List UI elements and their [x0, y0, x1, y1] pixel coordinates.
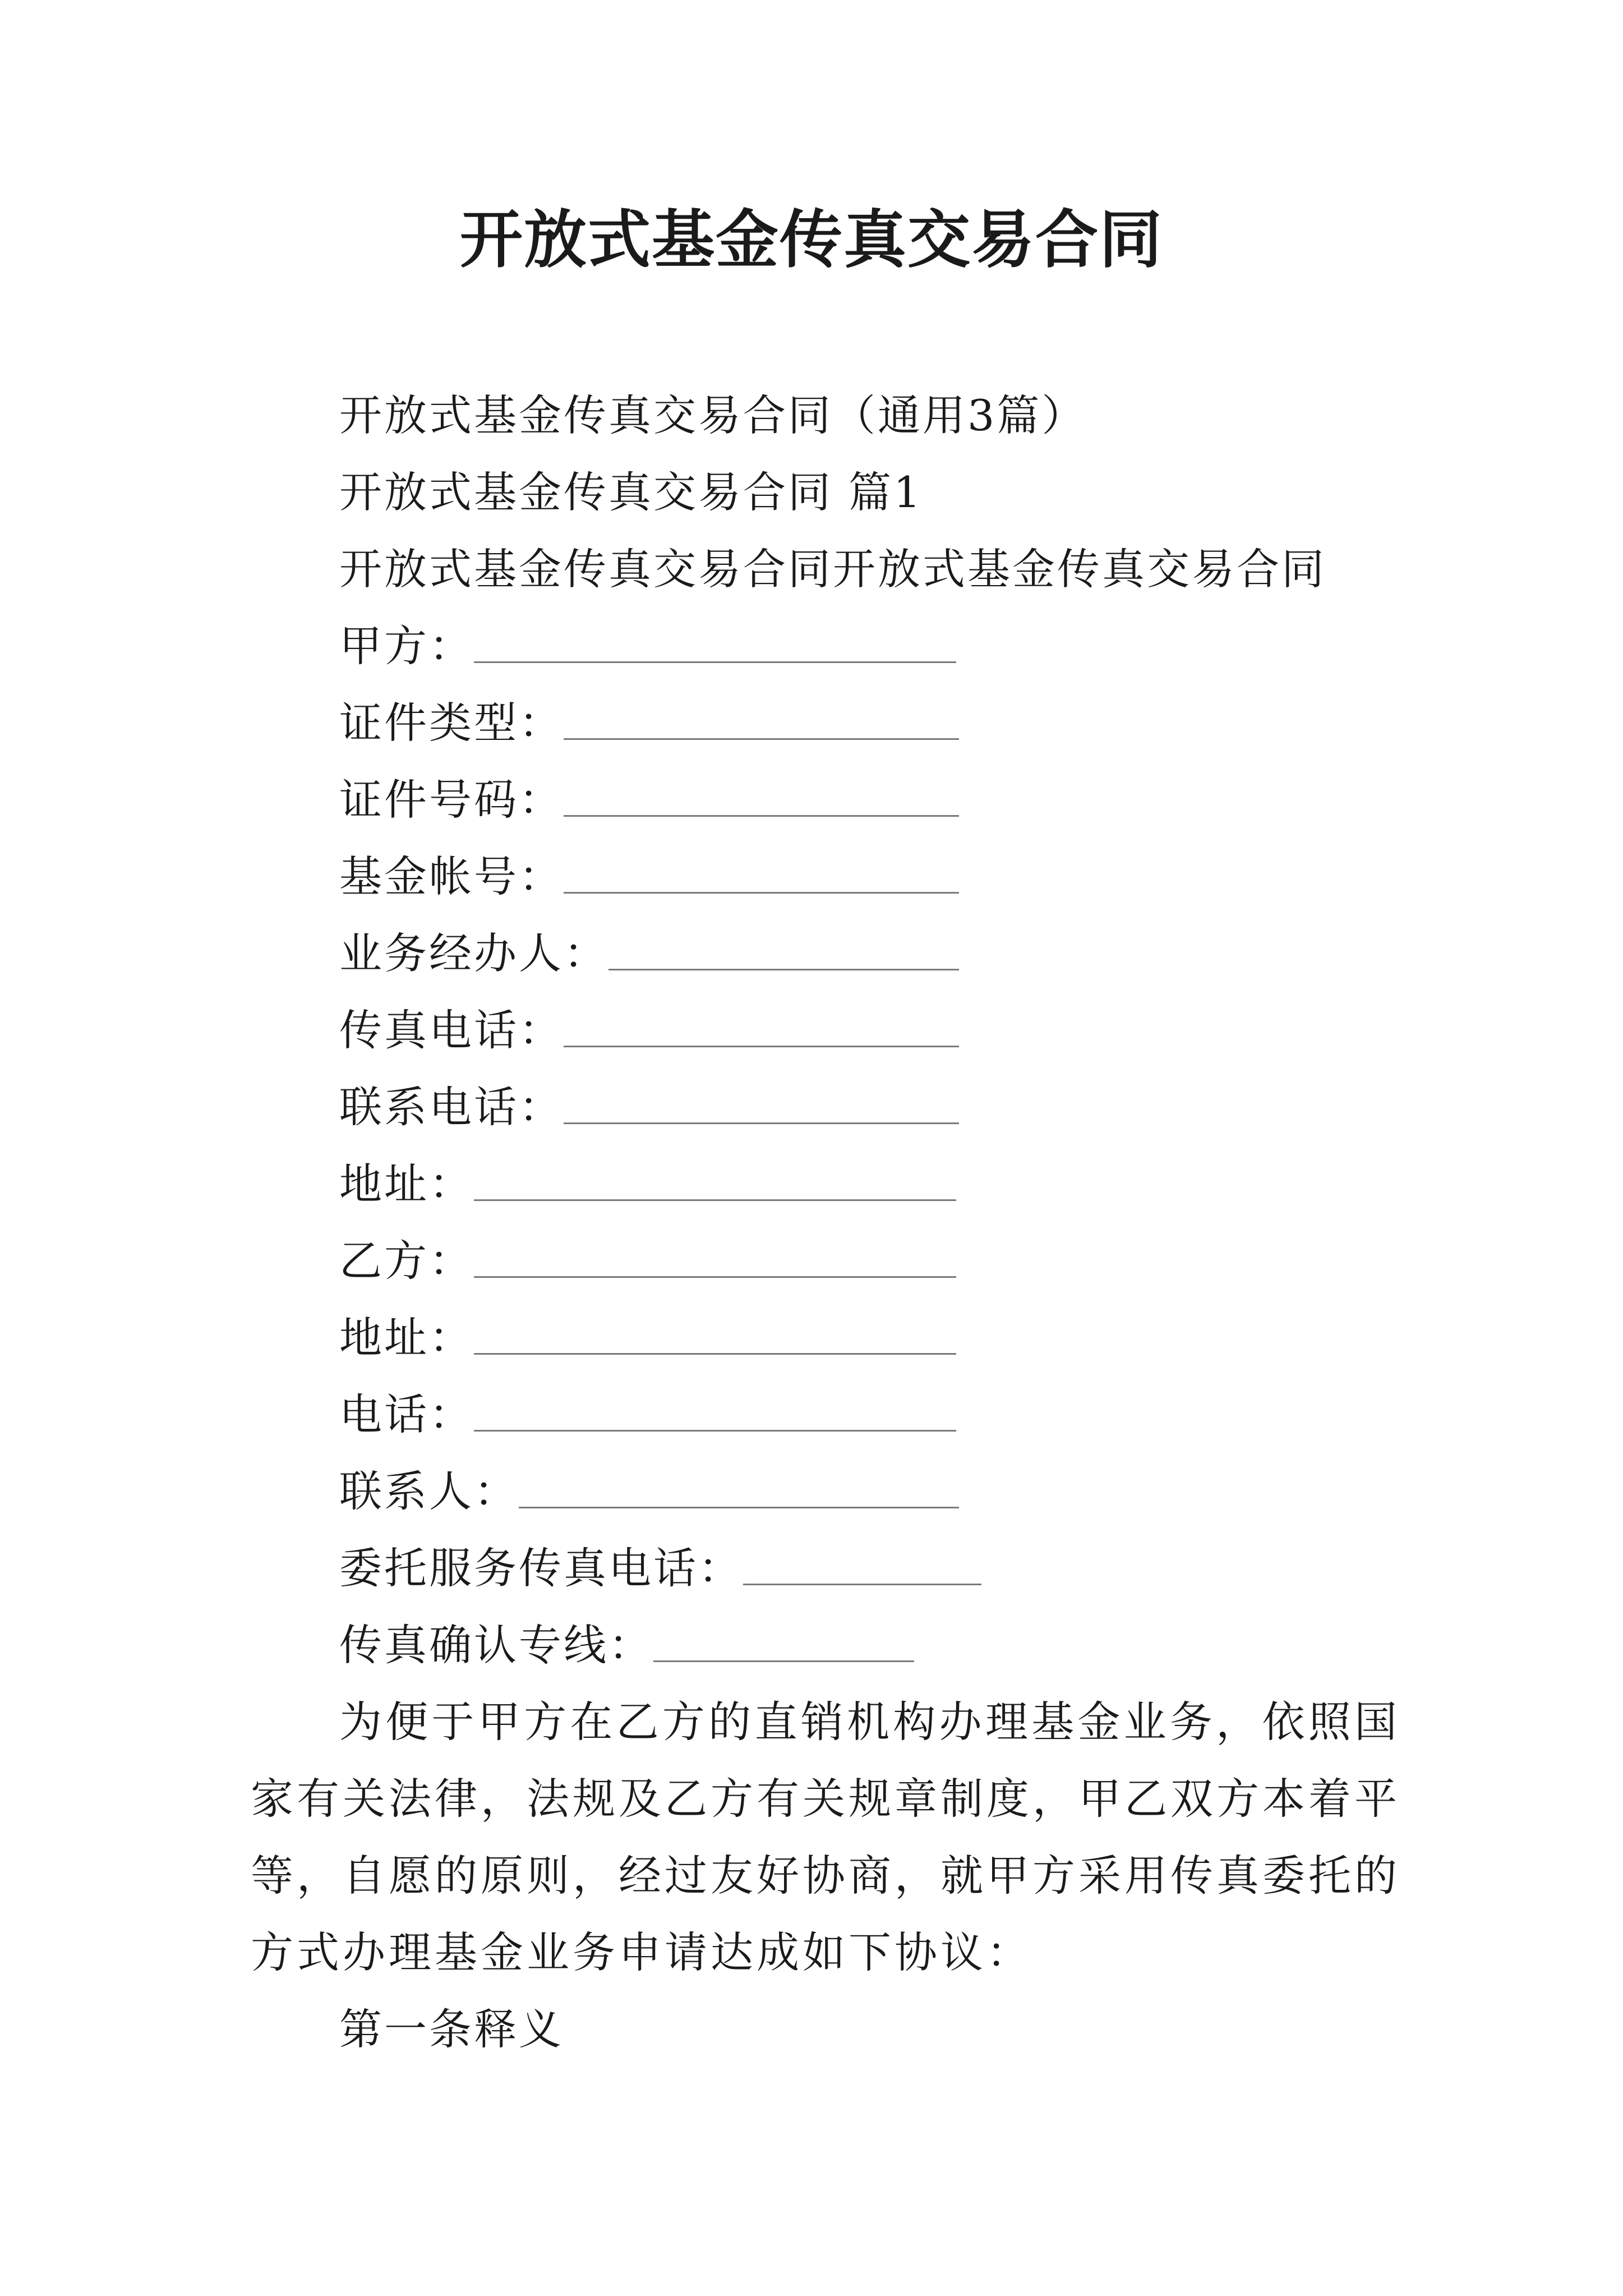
field-address-a	[251, 1145, 1412, 1222]
field-fax	[251, 992, 1412, 1069]
field-fax-confirm	[251, 1607, 1412, 1683]
field-party-a	[251, 608, 1412, 684]
field-label: 传真电话：	[339, 1005, 564, 1055]
fill-in-blank[interactable]	[564, 815, 959, 817]
fill-in-blank[interactable]	[474, 1276, 956, 1278]
field-party-b	[251, 1222, 1412, 1299]
fill-in-blank[interactable]	[564, 1122, 959, 1124]
field-id-number	[251, 761, 1412, 838]
field-service-fax	[251, 1530, 1412, 1607]
fill-in-blank[interactable]	[564, 1046, 959, 1047]
field-label: 联系电话：	[339, 1082, 564, 1132]
field-fund-account	[251, 838, 1412, 915]
field-label: 地址：	[339, 1313, 474, 1363]
field-id-type	[251, 684, 1412, 761]
field-phone	[251, 1069, 1412, 1145]
field-label: 证件类型：	[339, 698, 564, 748]
document-title: 开放式基金传真交易合同	[460, 203, 1163, 277]
fill-in-blank[interactable]	[608, 969, 959, 970]
fill-in-blank[interactable]	[564, 738, 959, 740]
field-label: 电话：	[339, 1389, 474, 1439]
field-label: 传真确认专线：	[339, 1620, 653, 1670]
field-label: 地址：	[339, 1159, 474, 1209]
fill-in-blank[interactable]	[564, 892, 959, 894]
fill-in-blank[interactable]	[474, 1199, 956, 1201]
field-label: 委托服务传真电话：	[339, 1543, 743, 1593]
fill-in-blank[interactable]	[653, 1660, 914, 1662]
part-heading: 开放式基金传真交易合同 篇1	[339, 467, 923, 517]
intro-paragraph: 为便于甲方在乙方的直销机构办理基金业务，依照国家有关法律，法规及乙方有关规章制度，甲乙双方本着平等，自愿的原则，经过友好协商，就甲方采用传真委托的方式办理基金业务申请达成如下协议：	[251, 1697, 1400, 1977]
field-contact	[251, 1453, 1412, 1530]
fill-in-blank[interactable]	[519, 1507, 959, 1508]
field-agent	[251, 915, 1412, 992]
field-label: 证件号码：	[339, 775, 564, 825]
field-label: 甲方：	[339, 621, 474, 671]
section-heading: 第一条释义	[339, 2004, 564, 2054]
fill-in-blank[interactable]	[474, 661, 956, 663]
document-body	[251, 377, 1412, 2068]
field-label: 业务经办人：	[339, 928, 608, 978]
fill-in-blank[interactable]	[474, 1430, 956, 1432]
fill-in-blank[interactable]	[743, 1584, 981, 1585]
field-label: 基金帐号：	[339, 852, 564, 901]
field-address-b	[251, 1299, 1412, 1376]
subtitle-line: 开放式基金传真交易合同（通用3篇）	[339, 390, 1087, 440]
field-telephone	[251, 1376, 1412, 1453]
field-label: 乙方：	[339, 1236, 474, 1286]
contract-heading: 开放式基金传真交易合同开放式基金传真交易合同	[339, 544, 1326, 594]
field-label: 联系人：	[339, 1466, 519, 1516]
fill-in-blank[interactable]	[474, 1353, 956, 1355]
